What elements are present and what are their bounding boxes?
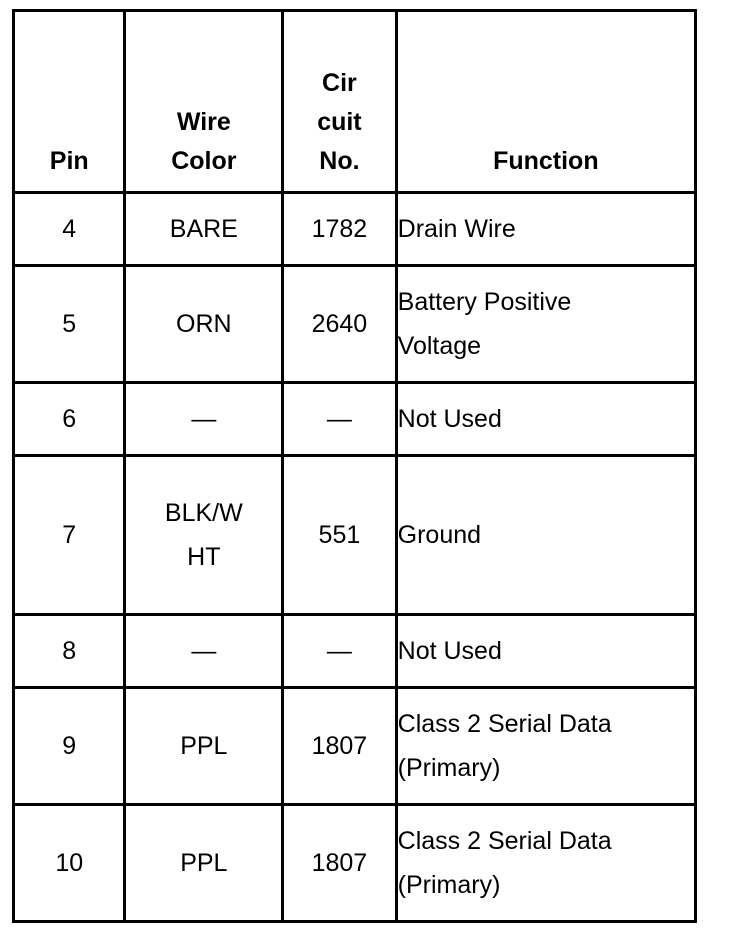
header-circuit-line2: cuit xyxy=(317,108,362,136)
table-row xyxy=(14,456,696,615)
cell-circuit: 1807 xyxy=(283,688,396,805)
connector-pinout-table xyxy=(12,9,697,923)
cell-function: Not Used xyxy=(396,383,695,456)
cell-wire-color: BARE xyxy=(125,193,283,266)
cell-circuit: — xyxy=(283,615,396,688)
cell-pin: 5 xyxy=(14,266,125,383)
header-circuit-line1: Cir xyxy=(322,69,357,97)
cell-pin: 4 xyxy=(14,193,125,266)
cell-function xyxy=(396,805,695,922)
cell-wire-color: ORN xyxy=(125,266,283,383)
cell-function-line1: Class 2 Serial Data xyxy=(397,710,612,738)
cell-function xyxy=(396,266,695,383)
cell-function: Drain Wire xyxy=(396,193,695,266)
table-row xyxy=(14,615,696,688)
table-row xyxy=(14,266,696,383)
cell-function-line1: Class 2 Serial Data xyxy=(397,827,612,855)
header-wire-color xyxy=(125,11,283,193)
header-circuit-line3: No. xyxy=(319,147,360,175)
cell-function-line2: (Primary) xyxy=(397,754,501,782)
cell-function-line2: Voltage xyxy=(397,332,482,360)
cell-circuit: — xyxy=(283,383,396,456)
header-function-label: Function xyxy=(493,147,599,175)
cell-function xyxy=(396,688,695,805)
cell-circuit: 551 xyxy=(283,456,396,615)
cell-wire-color xyxy=(125,456,283,615)
header-pin-label: Pin xyxy=(49,147,89,175)
header-circuit-number xyxy=(283,11,396,193)
cell-function-line1: Battery Positive xyxy=(397,288,572,316)
cell-pin: 6 xyxy=(14,383,125,456)
table-row xyxy=(14,193,696,266)
table-row xyxy=(14,383,696,456)
cell-pin: 9 xyxy=(14,688,125,805)
header-function xyxy=(396,11,695,193)
cell-wire-color-line2: HT xyxy=(187,543,221,571)
cell-circuit: 2640 xyxy=(283,266,396,383)
cell-wire-color: — xyxy=(125,383,283,456)
cell-pin: 8 xyxy=(14,615,125,688)
cell-pin: 7 xyxy=(14,456,125,615)
header-wire-color-line2: Color xyxy=(171,147,237,175)
table-row xyxy=(14,805,696,922)
header-pin xyxy=(14,11,125,193)
header-wire-color-line1: Wire xyxy=(176,108,231,136)
cell-function: Not Used xyxy=(396,615,695,688)
cell-function-line2: (Primary) xyxy=(397,871,501,899)
cell-wire-color-line1: BLK/W xyxy=(164,499,243,527)
cell-wire-color: — xyxy=(125,615,283,688)
table-row xyxy=(14,688,696,805)
cell-circuit: 1807 xyxy=(283,805,396,922)
cell-circuit: 1782 xyxy=(283,193,396,266)
table-header-row xyxy=(14,11,696,193)
cell-wire-color: PPL xyxy=(125,688,283,805)
cell-function: Ground xyxy=(396,456,695,615)
cell-pin: 10 xyxy=(14,805,125,922)
cell-wire-color: PPL xyxy=(125,805,283,922)
